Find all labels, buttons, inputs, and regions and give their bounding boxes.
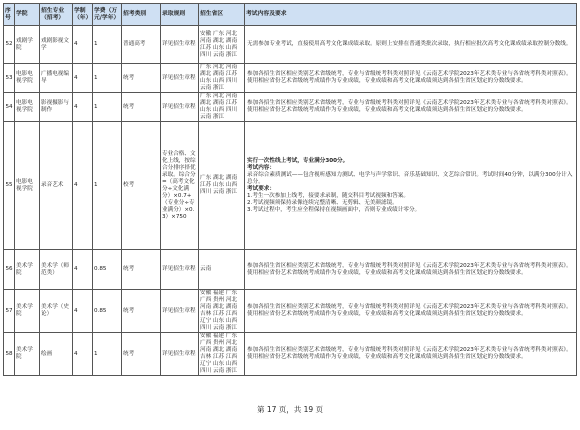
- cell-fee: 1: [93, 333, 122, 376]
- cell-rule: 详见招生章程: [161, 93, 199, 122]
- table-row: [4, 122, 577, 250]
- cell-college: 美术学院: [15, 250, 40, 290]
- header-row: [4, 4, 577, 26]
- cell-province: 广东 河北 河南 湖北 湖南 江苏 山东 山西 四川 云南 浙江: [199, 64, 245, 93]
- table-body: [4, 26, 577, 376]
- cell-province: 云南: [199, 250, 245, 290]
- requirement-line: 2.考试视频须保持录像连续完整清晰、无剪辑、无美颜滤镜。: [247, 199, 398, 206]
- header-major: 招生专业（招考）: [40, 4, 73, 26]
- cell-years: 4: [73, 290, 93, 333]
- cell-no: 56: [4, 250, 15, 290]
- cell-major: 广播电视编导: [40, 64, 73, 93]
- requirement-line: 参加各招生省区相应类别艺术省级统考，专业与省级统考科类对照详见《云南艺术学院2023年艺术类专业与各省统考科类对照表》。使用相应省份艺术省级统考成绩作为专业成绩，专业成绩和高考文化课成绩须达到各招生省区划定的分数线要求。: [247, 71, 572, 84]
- cell-college: 电影电视学院: [15, 93, 40, 122]
- cell-category: 校考: [122, 122, 161, 250]
- cell-category: 普通高考: [122, 26, 161, 64]
- table-row: [4, 26, 577, 64]
- requirement-line: 录音综合素质测试——包含视听感知力测试、电学与声学常识、音乐基础知识、文艺综合常识。考试时间40分钟，以满分300分计入总分。: [247, 171, 573, 185]
- cell-college: 美术学院: [15, 290, 40, 333]
- table-row: [4, 290, 577, 333]
- cell-college: 戏剧学院: [15, 26, 40, 64]
- cell-requirements: [245, 122, 577, 250]
- cell-province: 广东 湖北 湖南 江苏 山东 山西 四川 云南 浙江: [199, 122, 245, 250]
- cell-category: 统考: [122, 333, 161, 376]
- cell-rule: 详见招生章程: [161, 290, 199, 333]
- cell-years: 4: [73, 333, 93, 376]
- cell-fee: 1: [93, 26, 122, 64]
- cell-no: 52: [4, 26, 15, 64]
- cell-college: 美术学院: [15, 333, 40, 376]
- cell-fee: 1: [93, 93, 122, 122]
- cell-no: 57: [4, 290, 15, 333]
- cell-category: 统考: [122, 93, 161, 122]
- cell-rule: 详见招生章程: [161, 333, 199, 376]
- cell-fee: 1: [93, 122, 122, 250]
- cell-category: 统考: [122, 290, 161, 333]
- cell-major: 录音艺术: [40, 122, 73, 250]
- requirement-line: 1.考生一次参加上线考，接要求录制，随交科目考试视频和答案。: [247, 192, 409, 199]
- header-requirements: 考试内容及要求: [245, 4, 577, 26]
- cell-no: 54: [4, 93, 15, 122]
- cell-major: 美术学（师范类）: [40, 250, 73, 290]
- cell-fee: 0.85: [93, 290, 122, 333]
- requirement-line: 实行一次性线上考试，专业满分300分。: [247, 157, 349, 164]
- cell-province: 安徽 福建 广东 广西 贵州 河北 河南 湖北 湖南 吉林 江苏 江西 辽宁 山东 山西 四川 云南 浙江: [199, 333, 245, 376]
- header-fee: 学费（万元/学年）: [93, 4, 122, 26]
- cell-category: 统考: [122, 64, 161, 93]
- cell-rule: 专业合格、文化上线，按综合分排序择优录取。综合分=（高考文化分÷文化满分）×0.7+（专业分÷专业满分）×0.3）×750: [161, 122, 199, 250]
- requirement-line: 无需参加专业考试，直接使用高考文化课成绩录取。原则上安排在普通类批次录取，执行相应批次高考文化课成绩录取控制分数线。: [247, 41, 572, 47]
- requirement-line: 3.考试过程中，考生应全程保持在视频画面中，否则专业成绩计零分。: [247, 206, 421, 213]
- cell-no: 55: [4, 122, 15, 250]
- cell-requirements: [245, 93, 577, 122]
- admissions-table-page: [3, 3, 577, 376]
- cell-requirements: [245, 250, 577, 290]
- cell-fee: 0.85: [93, 250, 122, 290]
- requirement-line: 参加各招生省区相应类别艺术省级统考，专业与省级统考科类对照详见《云南艺术学院2023年艺术类专业与各省统考科类对照表》。使用相应省份艺术省级统考成绩作为专业成绩，专业成绩和高考文化课成绩须达到各招生省区划定的分数线要求。: [247, 347, 572, 360]
- header-college: 学院: [15, 4, 40, 26]
- cell-rule: 详见招生章程: [161, 64, 199, 93]
- requirement-line: 参加各招生省区相应类别艺术省级统考，专业与省级统考科类对照详见《云南艺术学院2023年艺术类专业与各省统考科类对照表》。使用相应省份艺术省级统考成绩作为专业成绩，专业成绩和高考文化课成绩须达到各招生省区划定的分数线要求。: [247, 304, 572, 317]
- table-row: [4, 250, 577, 290]
- cell-province: 安徽 广东 河北 河南 湖北 湖南 江苏 山东 山西 四川 云南 浙江: [199, 26, 245, 64]
- header-category: 招考类别: [122, 4, 161, 26]
- cell-major: 美术学（史论）: [40, 290, 73, 333]
- cell-no: 53: [4, 64, 15, 93]
- cell-requirements: [245, 26, 577, 64]
- cell-province: 广东 河北 河南 湖北 湖南 江苏 山东 山西 四川 云南 浙江: [199, 93, 245, 122]
- requirement-line: 参加各招生省区相应类别艺术省级统考，专业与省级统考科类对照详见《云南艺术学院2023年艺术类专业与各省统考科类对照表》。使用相应省份艺术省级统考成绩作为专业成绩，专业成绩和高考文化课成绩须达到各招生省区划定的分数线要求。: [247, 262, 572, 276]
- header-no: 序号: [4, 4, 15, 26]
- cell-years: 4: [73, 122, 93, 250]
- cell-rule: 详见招生章程: [161, 26, 199, 64]
- requirement-line: 参加各招生省区相应类别艺术省级统考，专业与省级统考科类对照详见《云南艺术学院2023年艺术类专业与各省统考科类对照表》。使用相应省份艺术省级统考成绩作为专业成绩，专业成绩和高考文化课成绩须达到各招生省区划定的分数线要求。: [247, 100, 572, 113]
- cell-category: 统考: [122, 250, 161, 290]
- cell-requirements: [245, 64, 577, 93]
- cell-rule: 详见招生章程: [161, 250, 199, 290]
- cell-requirements: [245, 333, 577, 376]
- header-rule: 录取规则: [161, 4, 199, 26]
- cell-years: 4: [73, 93, 93, 122]
- cell-major: 绘画: [40, 333, 73, 376]
- cell-requirements: [245, 290, 577, 333]
- cell-college: 电影电视学院: [15, 122, 40, 250]
- cell-fee: 1: [93, 64, 122, 93]
- page-footer: 第 17 页，共 19 页: [256, 405, 324, 414]
- requirement-line: 考试内容：: [247, 164, 275, 171]
- cell-major: 戏剧影视文学: [40, 26, 73, 64]
- cell-years: 4: [73, 64, 93, 93]
- table-row: [4, 64, 577, 93]
- table-row: [4, 93, 577, 122]
- header-years: 学制（年）: [73, 4, 93, 26]
- cell-province: 安徽 福建 广东 广西 贵州 河北 河南 湖北 湖南 吉林 江苏 江西 辽宁 山东 山西 四川 云南 浙江: [199, 290, 245, 333]
- cell-years: 4: [73, 26, 93, 64]
- table-row: [4, 333, 577, 376]
- admissions-table: [3, 3, 577, 376]
- cell-years: 4: [73, 250, 93, 290]
- header-province: 招生省区: [199, 4, 245, 26]
- cell-major: 影视摄影与制作: [40, 93, 73, 122]
- requirement-line: 考试要求：: [247, 185, 275, 192]
- cell-college: 电影电视学院: [15, 64, 40, 93]
- cell-no: 58: [4, 333, 15, 376]
